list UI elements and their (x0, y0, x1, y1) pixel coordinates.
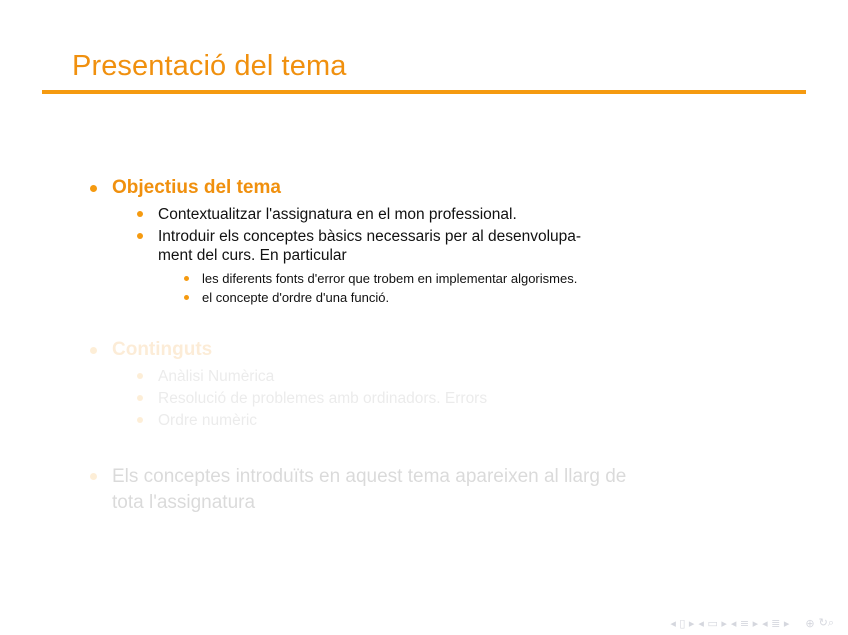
list-item (132, 227, 766, 306)
list-item (132, 411, 766, 430)
note-text: Els conceptes introduïts en aquest tema apareixen al llarg de tota l'assignatura (112, 466, 627, 513)
bullet-icon (184, 276, 189, 281)
bullet-icon (90, 347, 97, 354)
objectives-list (132, 205, 766, 306)
list-item (132, 367, 766, 386)
bullet-icon (137, 373, 143, 379)
bullet-icon (137, 417, 143, 423)
list-item-text: Ordre numèric (158, 412, 258, 429)
contents-list (132, 367, 766, 430)
section-objectives (86, 176, 766, 306)
nav-search-icon[interactable]: ⊕ (805, 616, 815, 630)
bullet-icon (137, 233, 143, 239)
slide-content (86, 176, 766, 516)
sublist-item-text: el concepte d'ordre d'una funció. (202, 290, 390, 305)
sublist-item (180, 289, 766, 306)
list-item-text: Anàlisi Numèrica (158, 368, 275, 385)
list-item-text: Contextualitzar l'assignatura en el mon professional. (158, 206, 517, 223)
title-rule (42, 90, 806, 94)
nav-zoom-icon[interactable]: ↻⌕ (818, 616, 834, 629)
list-item (132, 205, 766, 224)
bullet-icon (90, 185, 97, 192)
section-label: Continguts (112, 339, 213, 360)
list-item-text: Introduir els conceptes bàsics necessaris per al desenvolupa- ment del curs. En particular (158, 228, 582, 264)
nav-subsection-icon[interactable]: ◂ ≣ ▸ (762, 616, 790, 630)
sublist (180, 270, 766, 306)
bullet-icon (137, 395, 143, 401)
slide-title: Presentació del tema (72, 50, 347, 82)
section-note (86, 464, 766, 516)
nav-frame-icon[interactable]: ◂ ▭ ▸ (698, 616, 727, 630)
bullet-icon (90, 473, 97, 480)
bullet-icon (184, 295, 189, 300)
list-item (132, 389, 766, 408)
section-label: Objectius del tema (112, 177, 281, 198)
nav-first-icon[interactable]: ◂ ▯ ▸ (670, 616, 695, 630)
navigation-bar (670, 615, 834, 631)
nav-section-icon[interactable]: ◂ ≡ ▸ (730, 616, 759, 630)
sublist-item (180, 270, 766, 287)
sublist-item-text: les diferents fonts d'error que trobem en implementar algorismes. (202, 271, 578, 286)
bullet-icon (137, 211, 143, 217)
list-item-text: Resolució de problemes amb ordinadors. Errors (158, 390, 488, 407)
section-contents (86, 338, 766, 430)
